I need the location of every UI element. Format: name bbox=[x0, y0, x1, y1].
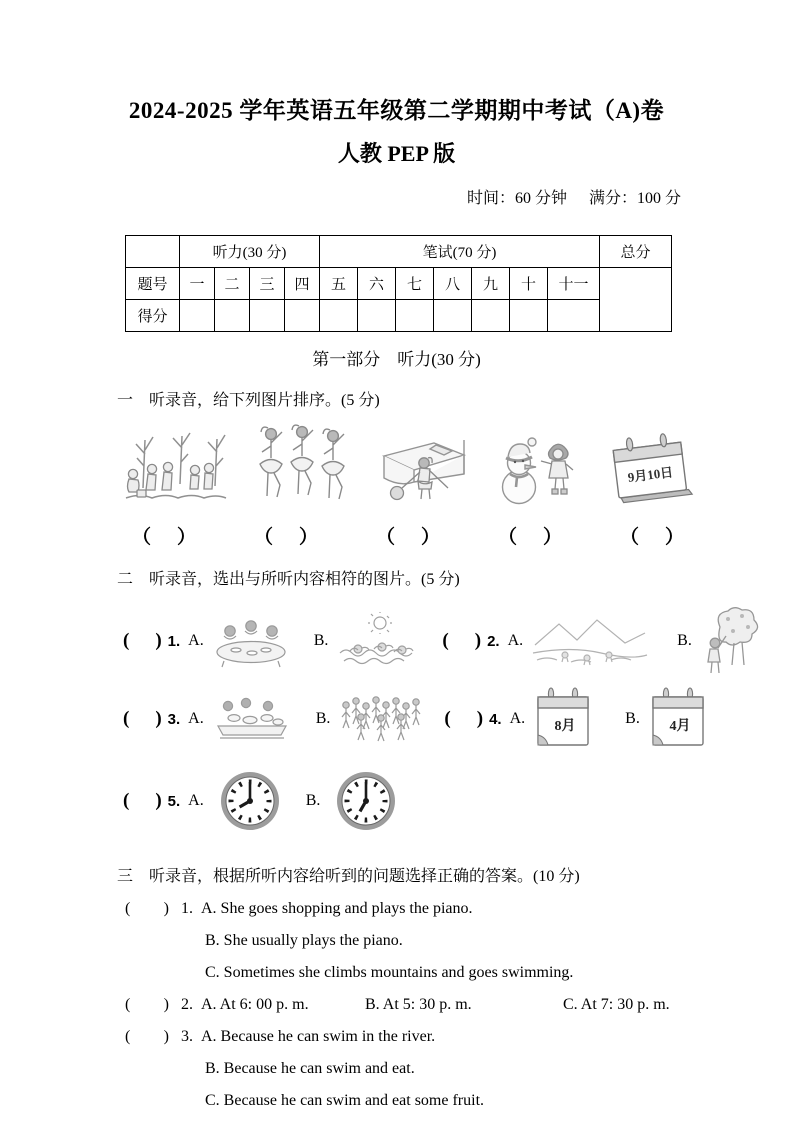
close-paren: ) bbox=[155, 708, 162, 729]
option-text: A. At 6: 00 p. m. bbox=[201, 996, 309, 1013]
close-paren: ） bbox=[420, 527, 440, 548]
question1-image-row bbox=[122, 420, 694, 510]
crowd-image bbox=[338, 694, 424, 744]
answer-blank bbox=[498, 522, 562, 549]
score-cell bbox=[434, 300, 472, 332]
item-number: 2. bbox=[487, 632, 500, 650]
september-calendar-label: 9月10日 bbox=[626, 464, 674, 485]
option-text: A. Because he can swim in the river. bbox=[201, 1028, 436, 1045]
question2-heading: 二 听录音，选出与所听内容相符的图片。(5 分) bbox=[117, 571, 460, 588]
option-a-label: A. bbox=[509, 710, 526, 727]
item-number: 5. bbox=[167, 792, 181, 810]
question-number-cell: 五 bbox=[320, 268, 358, 300]
option-b-label: B. bbox=[625, 710, 640, 727]
full-score-label: 满分：100 分 bbox=[588, 190, 681, 207]
countryside-image bbox=[531, 615, 649, 667]
item-number: 3. bbox=[167, 710, 181, 728]
answer-blank bbox=[254, 522, 318, 549]
item-number: 2. bbox=[181, 996, 193, 1013]
question-number-row bbox=[126, 268, 672, 300]
item-number: 3. bbox=[181, 1028, 193, 1045]
snowman-image bbox=[493, 430, 585, 510]
open-paren: ( bbox=[123, 630, 130, 651]
open-paren: （ bbox=[253, 527, 273, 548]
question3-item3-line-b: B. Because he can swim and eat. bbox=[205, 1060, 415, 1077]
score-row bbox=[126, 300, 672, 332]
family-dinner-image bbox=[212, 614, 290, 668]
question3-item3-line-a bbox=[125, 1027, 793, 1046]
score-cell bbox=[472, 300, 510, 332]
close-paren: ) bbox=[155, 630, 162, 651]
score-table-header-row bbox=[126, 236, 672, 268]
option-text: A. She goes shopping and plays the piano. bbox=[201, 900, 473, 917]
score-cell bbox=[358, 300, 396, 332]
answer-blank bbox=[620, 522, 684, 549]
close-paren: ） bbox=[299, 527, 319, 548]
open-paren: （ bbox=[375, 527, 395, 548]
question-row-label: 题号 bbox=[126, 268, 180, 300]
dancing-girls-image bbox=[255, 420, 349, 510]
question1-item bbox=[255, 420, 349, 510]
question2-row3 bbox=[123, 761, 793, 841]
exam-title: 2024-2025 学年英语五年级第二学期期中考试（A)卷 bbox=[128, 98, 665, 123]
question-number-cell: 二 bbox=[215, 268, 250, 300]
option-a-label: A. bbox=[188, 710, 204, 727]
close-paren: ) bbox=[163, 996, 169, 1013]
close-paren: ） bbox=[664, 527, 684, 548]
question-number-cell: 十一 bbox=[548, 268, 600, 300]
open-paren: （ bbox=[619, 527, 639, 548]
question-number-cell: 三 bbox=[250, 268, 285, 300]
open-paren: （ bbox=[132, 527, 152, 548]
close-paren: ） bbox=[177, 527, 197, 548]
question1-item bbox=[372, 430, 470, 510]
option-text: B. At 5: 30 p. m. bbox=[365, 996, 472, 1013]
score-table bbox=[125, 235, 672, 332]
answer-blank bbox=[444, 708, 483, 730]
listening-header-cell: 听力(30 分) bbox=[180, 236, 320, 268]
option-a-label: A. bbox=[188, 792, 204, 809]
august-calendar-label: 8月 bbox=[554, 719, 576, 734]
question3-heading: 三 听录音，根据所听内容给听到的问题选择正确的答案。(10 分) bbox=[117, 868, 580, 885]
score-table-corner-cell bbox=[126, 236, 180, 268]
score-cell bbox=[285, 300, 320, 332]
close-paren: ) bbox=[163, 1028, 169, 1045]
open-paren: ( bbox=[125, 996, 131, 1013]
item-number: 1. bbox=[181, 900, 193, 917]
answer-blank bbox=[442, 630, 481, 652]
score-row-label: 得分 bbox=[126, 300, 180, 332]
item-number: 4. bbox=[489, 710, 502, 728]
score-cell bbox=[250, 300, 285, 332]
score-cell bbox=[320, 300, 358, 332]
answer-blank bbox=[123, 708, 162, 730]
september-calendar-image bbox=[608, 432, 694, 510]
close-paren: ) bbox=[476, 708, 484, 729]
close-paren: ) bbox=[474, 630, 482, 651]
question-number-cell: 九 bbox=[472, 268, 510, 300]
answer-blank bbox=[132, 522, 196, 549]
close-paren: ) bbox=[155, 790, 162, 811]
question1-item bbox=[122, 424, 232, 510]
question-number-cell: 六 bbox=[358, 268, 396, 300]
open-paren: （ bbox=[497, 527, 517, 548]
august-calendar-image bbox=[535, 686, 591, 752]
question1-heading: 一 听录音，给下列图片排序。(5 分) bbox=[117, 392, 380, 409]
total-header-cell: 总分 bbox=[600, 236, 672, 268]
question2-row1 bbox=[123, 603, 793, 679]
score-cell bbox=[510, 300, 548, 332]
option-b-label: B. bbox=[305, 792, 321, 809]
option-a-label: A. bbox=[507, 632, 524, 649]
vacuum-cleaning-image bbox=[372, 430, 470, 510]
close-paren: ) bbox=[163, 900, 169, 917]
planting-trees-image bbox=[122, 424, 232, 510]
close-paren: ） bbox=[542, 527, 562, 548]
writing-header-cell: 笔试(70 分) bbox=[320, 236, 600, 268]
option-a-label: A. bbox=[188, 632, 204, 649]
score-cell bbox=[215, 300, 250, 332]
apple-picking-image bbox=[700, 605, 764, 677]
question-number-cell: 八 bbox=[434, 268, 472, 300]
question2-row2 bbox=[123, 681, 793, 757]
open-paren: ( bbox=[123, 790, 130, 811]
exam-info-line bbox=[0, 185, 793, 208]
question3-item1-line-c: C. Sometimes she climbs mountains and goes swimming. bbox=[205, 964, 574, 981]
answer-blank bbox=[125, 899, 169, 918]
question1-answer-blanks bbox=[132, 522, 684, 549]
answer-blank bbox=[376, 522, 440, 549]
open-paren: ( bbox=[125, 900, 131, 917]
question1-item bbox=[493, 430, 585, 510]
option-b-label: B. bbox=[677, 632, 692, 649]
answer-blank bbox=[125, 1027, 169, 1046]
question3-item1-line-b: B. She usually plays the piano. bbox=[205, 932, 403, 949]
april-calendar-label: 4月 bbox=[669, 719, 691, 734]
question-number-cell: 四 bbox=[285, 268, 320, 300]
clock-7-image bbox=[334, 769, 398, 833]
score-cell bbox=[180, 300, 215, 332]
option-b-label: B. bbox=[315, 710, 331, 727]
question-number-cell: 一 bbox=[180, 268, 215, 300]
option-text: C. At 7: 30 p. m. bbox=[563, 996, 670, 1013]
answer-blank bbox=[123, 790, 162, 812]
food-table-image bbox=[212, 696, 292, 742]
score-cell bbox=[548, 300, 600, 332]
total-score-cell bbox=[600, 268, 672, 332]
swimming-image bbox=[336, 611, 422, 671]
open-paren: ( bbox=[442, 630, 449, 651]
part1-header: 第一部分 听力(30 分) bbox=[312, 350, 481, 369]
exam-edition: 人教 PEP 版 bbox=[337, 141, 456, 166]
question3-item2-line bbox=[125, 995, 793, 1014]
april-calendar-image bbox=[650, 686, 706, 752]
question1-item bbox=[608, 432, 694, 510]
time-limit-label: 时间：60 分钟 bbox=[466, 190, 567, 207]
question3-item1-line-a bbox=[125, 899, 793, 918]
option-b-label: B. bbox=[313, 632, 329, 649]
open-paren: ( bbox=[125, 1028, 131, 1045]
clock-8-image bbox=[218, 769, 282, 833]
answer-blank bbox=[125, 995, 169, 1014]
score-cell bbox=[396, 300, 434, 332]
question-number-cell: 七 bbox=[396, 268, 434, 300]
open-paren: ( bbox=[444, 708, 451, 729]
question3-item3-line-c: C. Because he can swim and eat some fruit. bbox=[205, 1092, 485, 1109]
question-number-cell: 十 bbox=[510, 268, 548, 300]
open-paren: ( bbox=[123, 708, 130, 729]
item-number: 1. bbox=[167, 632, 181, 650]
answer-blank bbox=[123, 630, 162, 652]
